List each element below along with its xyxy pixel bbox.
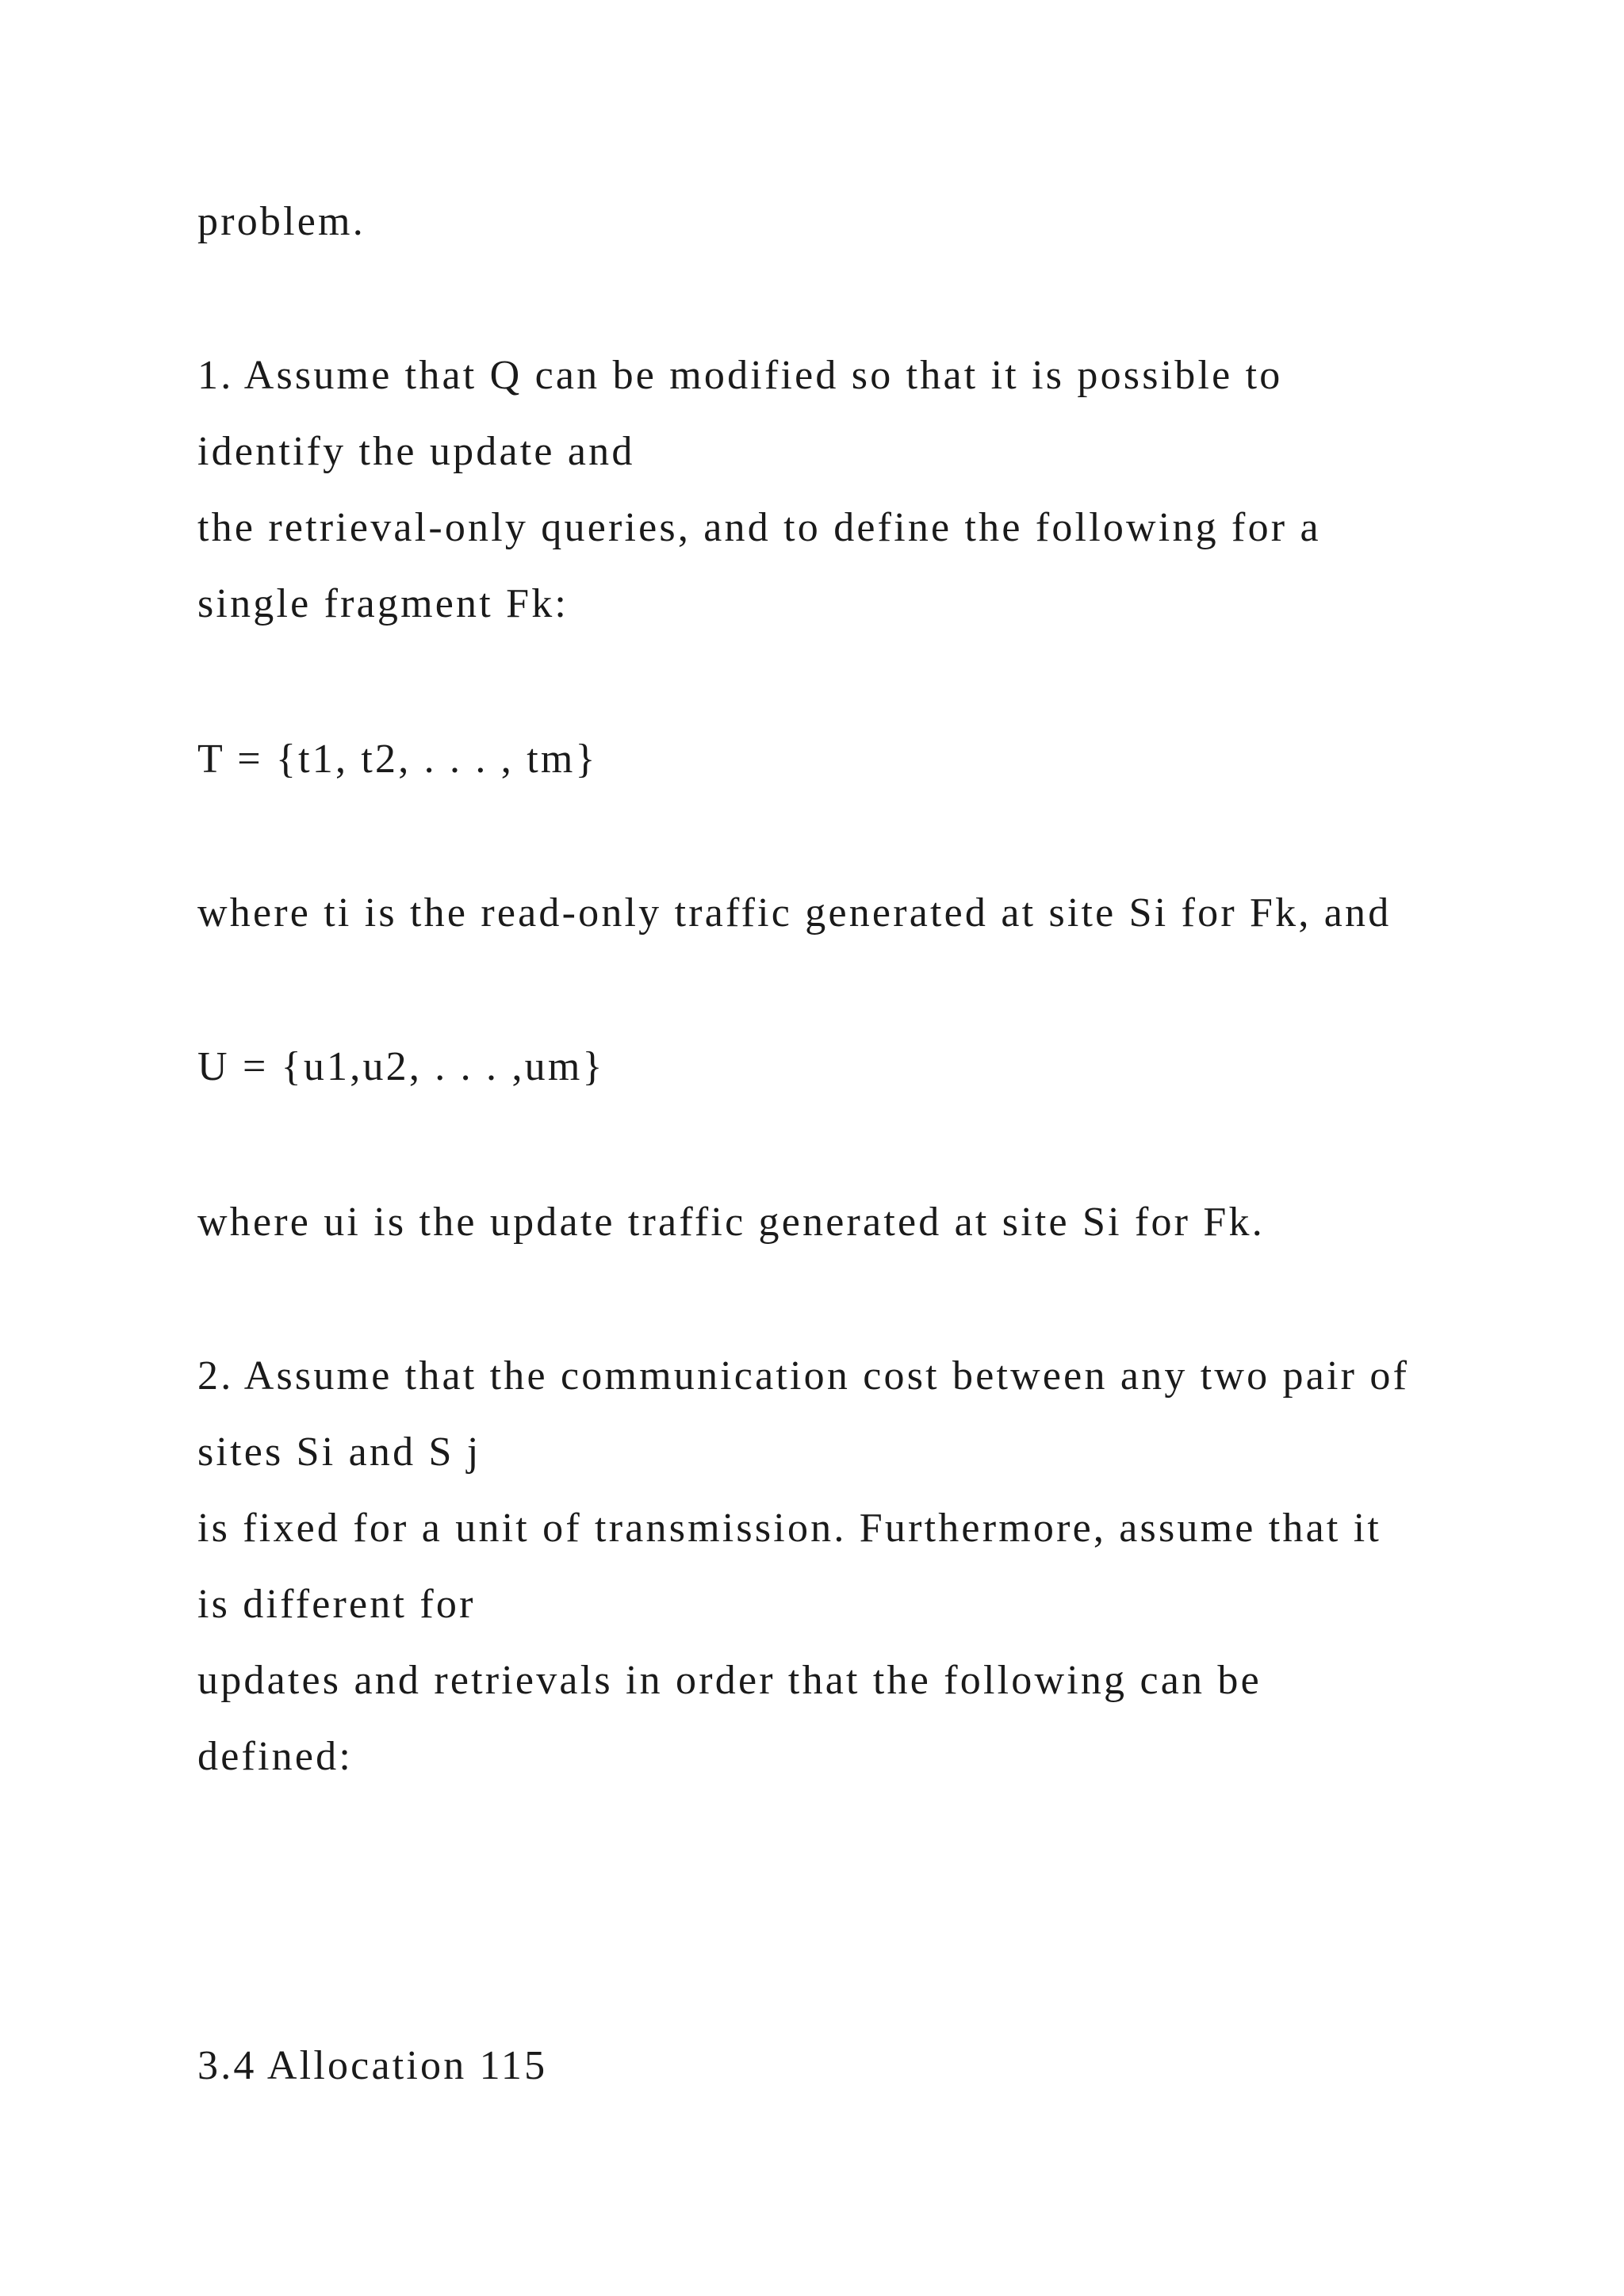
math-expression: T = {t1, t2, . . . , tm} — [197, 737, 598, 782]
math-expression: U = {u1,u2, . . . ,um} — [197, 1044, 605, 1089]
text-line: is different for — [197, 1582, 476, 1627]
text-line: where ui is the update traffic generated at site Si for Fk. — [197, 1200, 1265, 1245]
text-line: single fragment Fk: — [197, 581, 569, 626]
text-line: the retrieval-only queries, and to define the following for a — [197, 505, 1321, 550]
text-line: defined: — [197, 1734, 353, 1779]
text-line: 2. Assume that the communication cost between any two pair of — [197, 1353, 1410, 1399]
text-line: identify the update and — [197, 429, 635, 474]
text-line: where ti is the read-only traffic generated at site Si for Fk, and — [197, 890, 1392, 936]
text-line: 1. Assume that Q can be modified so that it is possible to — [197, 353, 1283, 398]
text-line: problem. — [197, 199, 366, 244]
section-heading: 3.4 Allocation 115 — [197, 2043, 548, 2088]
text-line: sites Si and S j — [197, 1429, 481, 1475]
text-line: is fixed for a unit of transmission. Furthermore, assume that it — [197, 1506, 1382, 1551]
text-line: updates and retrievals in order that the following can be — [197, 1658, 1262, 1703]
